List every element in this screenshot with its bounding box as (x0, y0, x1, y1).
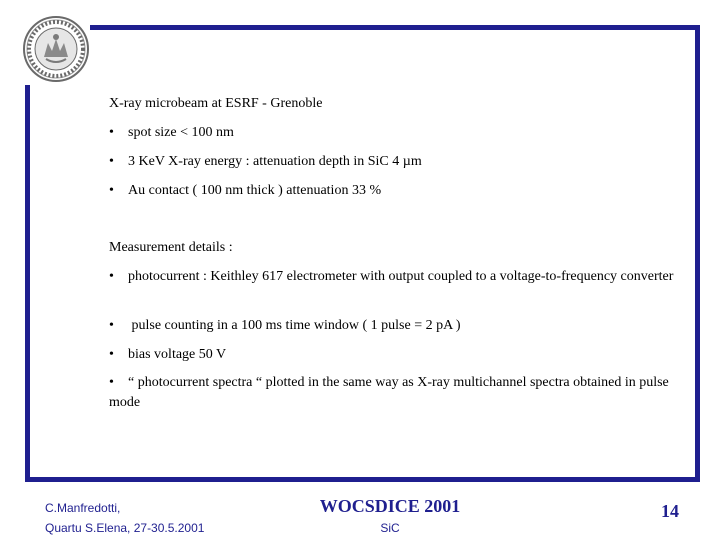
bullet-text: photocurrent : Keithley 617 electrometer with output coupled to a voltage-to-frequency converter (128, 269, 674, 284)
footer-author-block (45, 498, 204, 538)
frame-right-border (695, 25, 700, 482)
footer-topic: SiC (380, 521, 400, 535)
bullet-item (109, 123, 234, 143)
university-seal-icon (22, 15, 90, 83)
bullet-item (109, 152, 422, 172)
footer-conference: WOCSDICE 2001 (319, 496, 461, 516)
bullet-marker: • (109, 375, 114, 390)
bullet-text: “ photocurrent spectra “ plotted in the same way as X-ray multichannel spectra obtained in pulse mode (109, 375, 669, 410)
bullet-marker: • (109, 154, 114, 169)
section2-heading: Measurement details : (109, 240, 233, 255)
bullet-item (109, 267, 674, 287)
bullet-marker: • (109, 183, 114, 198)
bullet-marker: • (109, 125, 114, 140)
bullet-text: Au contact ( 100 nm thick ) attenuation 33 % (128, 183, 382, 198)
frame-left-border (25, 85, 30, 482)
footer-author: C.Manfredotti, (45, 501, 121, 515)
footer-conference-block (300, 494, 480, 536)
page-number: 14 (661, 501, 679, 521)
bullet-marker: • (109, 318, 114, 333)
bullet-item (109, 316, 461, 336)
bullet-text: bias voltage 50 V (128, 347, 227, 362)
bullet-marker: • (109, 347, 114, 362)
bullet-text: 3 KeV X-ray energy : attenuation depth in SiC 4 µm (128, 154, 422, 169)
bullet-text: spot size < 100 nm (128, 125, 234, 140)
bullet-item (109, 181, 381, 201)
bullet-marker: • (109, 269, 114, 284)
frame-top-border (90, 25, 700, 30)
bullet-item (109, 345, 226, 365)
footer-location-date: Quartu S.Elena, 27-30.5.2001 (45, 521, 205, 535)
bullet-item (109, 373, 674, 413)
section1-heading: X-ray microbeam at ESRF - Grenoble (109, 96, 323, 111)
frame-bottom-border (25, 477, 700, 482)
bullet-text: pulse counting in a 100 ms time window ( 1 pulse = 2 pA ) (128, 318, 461, 333)
